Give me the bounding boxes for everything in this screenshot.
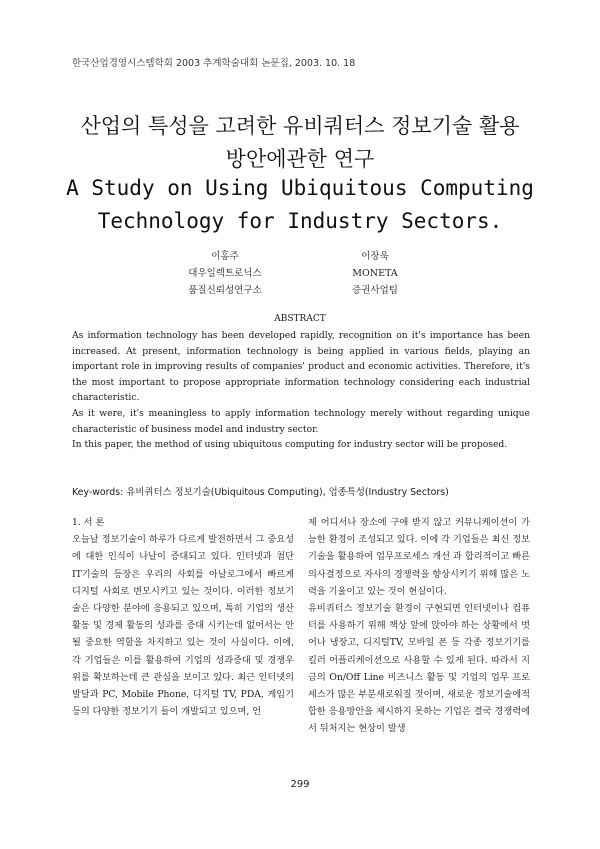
author-name: 이홍주: [211, 251, 239, 262]
author-affiliation: 품질신뢰성연구소: [188, 285, 262, 296]
keywords-label: Key-words:: [72, 487, 124, 498]
abstract-paragraph: As it were, it's meaningless to apply information technology merely without regarding unique characteristic of business model and industry sector.: [72, 407, 530, 435]
author-block: [140, 248, 310, 299]
right-column: [308, 514, 530, 738]
author-affiliation: 증권사업팀: [352, 285, 398, 296]
abstract-body: [72, 328, 530, 453]
title-korean-line-2: 방안에관한 연구: [225, 147, 375, 171]
left-column: [72, 514, 294, 720]
section-heading: 1. 서 론: [72, 517, 105, 528]
body-paragraph: 제 어디서나 장소에 구애 받지 않고 커뮤니케이션이 가능한 환경이 조성되고 있다. 이에 각 기업들은 최신 정보기술을 활용하여 업무프로세스 개선 과 합리적이고 빠른 의사결정으로 자사의 경쟁력을 향상시키기 위해 많은 노력을 기울이고 있는 것이 현실이다.: [308, 517, 530, 597]
author-block: [290, 248, 460, 299]
title-english-line-1: A Study on Using Ubiquitous Computing: [66, 176, 534, 200]
running-header: 한국산업경영시스템학회 2003 추계학술대회 논문집, 2003. 10. 18: [72, 58, 356, 69]
keywords-line: [72, 484, 449, 498]
title-english-line-2: Technology for Industry Sectors.: [97, 209, 503, 233]
author-affiliation: MONETA: [352, 268, 398, 279]
abstract-heading: ABSTRACT: [274, 314, 326, 324]
abstract-paragraph: As information technology has been developed rapidly, recognition on it's importance has been increased. At present, information technology is being applied in various fields, playing an important role in improving results of companies' product and economic activities. Therefore, it's the most important to propose appropriate information technology considering each industrial characteristic.: [72, 330, 530, 404]
abstract-paragraph: In this paper, the method of using ubiquitous computing for industry sector will be proposed.: [72, 439, 508, 451]
page-number: 299: [290, 779, 310, 790]
author-name: 이장욱: [361, 251, 389, 262]
body-paragraph: 오늘날 정보기술이 하루가 다르게 발전하면서 그 중요성에 대한 인식이 나날이 증대되고 있다. 인터넷과 첨단 IT기술의 등장은 우리의 사회를 아날로그에서 빠르게 디지털 사회로 변모시키고 있는 것이다. 이러한 정보기술은 다양한 분야에 응용되고 있으며, 특히 기업의 생산활동 및 경제 활동의 성과를 증대 시키는데 없어서는 안될 중요한 역할을 차지하고 있는 것이 사실이다. 이에, 각 기업들은 이를 활용하여 기업의 성과증대 및 경쟁우위를 확보하는데 큰 관심을 보이고 있다. 최근 인터넷의 발달과 PC, Mobile Phone, 디지털 TV, PDA, 게임기 등의 다양한 정보기기 들이 개발되고 있으며, 언: [72, 534, 294, 718]
title-korean-line-1: 산업의 특성을 고려한 유비쿼터스 정보기술 활용: [80, 114, 520, 138]
author-affiliation: 대우일렉트로닉스: [188, 268, 262, 279]
body-paragraph: 유비쿼터스 정보기술 환경이 구현되면 인터넷이나 컴퓨터를 사용하기 위해 책상 앞에 앉아야 하는 상황에서 벗어나 냉장고, 디지털TV, 모바일 폰 등 각종 정보기기를 킬러 어플리케이션으로 사용할 수 있게 된다. 따라서 지금의 On/Off Line 비즈니스 활동 및 기업의 업무 프로세스가 많은 부분새로워질 것이며, 새로운 정보기술에적합한 응용방안을 제시하지 못하는 기업은 결국 경쟁력에서 뒤처지는 현상이 발생: [308, 603, 530, 735]
keywords-value: 유비쿼터스 정보기술(Ubiquitous Computing), 업종특성(Industry Sectors): [126, 487, 449, 498]
